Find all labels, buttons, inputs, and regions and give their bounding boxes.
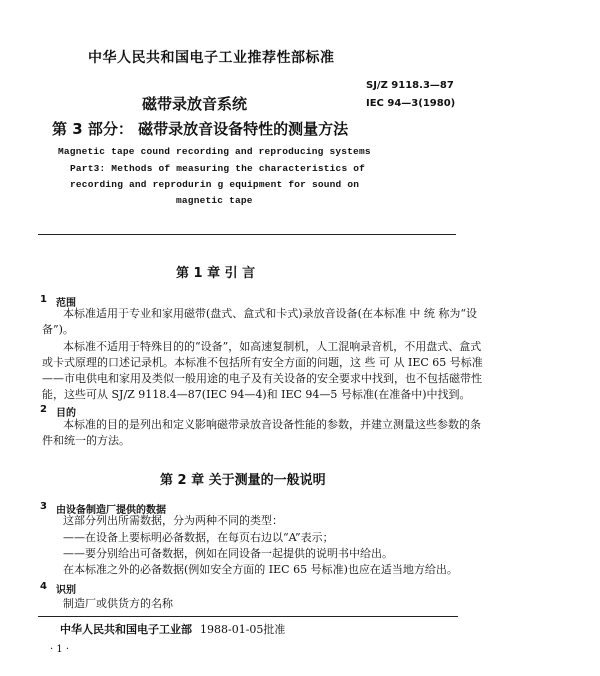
section-3-line-2: ——在设备上要标明必备数据，在每页右边以“A”表示； <box>63 531 334 544</box>
section-3-line-4: 在本标准之外的必备数据(例如安全方面的 IEC 65 号标准)也应在适当地方给出。 <box>63 563 458 576</box>
title-part: 第 3 部分： 磁带录放音设备特性的测量方法 <box>52 120 349 138</box>
standard-code: SJ/Z 9118.3—87 <box>366 80 454 91</box>
section-3-line-1: 这部分列出所需数据，分为两种不同的类型： <box>63 514 283 527</box>
section-1-line-3: 本标准不适用于特殊目的的“设备”，如高速复制机，人工混响录音机，不用盘式、盒式 <box>63 340 482 353</box>
chapter-2-heading: 第 2 章 关于测量的一般说明 <box>160 473 326 488</box>
chapter-1-heading: 第 1 章 引 言 <box>176 266 256 281</box>
section-4-line-1: 制造厂或供货方的名称 <box>63 597 173 610</box>
section-1-title: 范围 <box>56 298 76 309</box>
title-main: 磁带录放音系统 <box>142 95 248 113</box>
section-1-line-5: ——市电供电和家用及类似一般用途的电子及有关设备的安全要求中找到，也不包括磁带性 <box>42 372 482 385</box>
english-title-line-2: Part3: Methods of measuring the characteristics of <box>70 163 366 174</box>
iec-code: IEC 94—3(1980) <box>366 98 456 109</box>
section-2-line-2: 件和统一的方法。 <box>42 434 130 447</box>
english-title-line-3: recording and reprodurin g equipment for sound on <box>70 179 360 190</box>
section-1-number: 1 <box>40 294 47 305</box>
footer-divider <box>38 616 458 617</box>
footer-approval-date: 1988-01-05批准 <box>200 623 286 636</box>
section-1-line-4: 或卡式原理的口述记录机。本标准不包括所有安全方面的问题，这 些 可 从 IEC 65 号标准 <box>42 356 483 369</box>
footer-ministry: 中华人民共和国电子工业部 <box>60 623 192 636</box>
page-number: · 1 · <box>50 644 70 655</box>
section-3-title: 由设备制造厂提供的数据 <box>56 505 166 516</box>
section-2-title: 目的 <box>56 408 76 419</box>
english-title-line-4: magnetic tape <box>176 195 253 206</box>
header-divider <box>38 234 456 235</box>
section-1-line-1: 本标准适用于专业和家用磁带(盘式、盒式和卡式)录放音设备(在本标准 中 统 称为“设 <box>63 307 477 320</box>
section-4-number: 4 <box>40 581 47 592</box>
section-2-line-1: 本标准的目的是列出和定义影响磁带录放音设备性能的参数，并建立测量这些参数的条 <box>63 418 481 431</box>
section-3-number: 3 <box>40 501 47 512</box>
issuing-organization: 中华人民共和国电子工业推荐性部标准 <box>88 50 335 66</box>
section-4-title: 识别 <box>56 585 76 596</box>
section-1-line-6: 能，这些可从 SJ/Z 9118.4—87(IEC 94—4)和 IEC 94—5 号标准(在准备中)中找到。 <box>42 388 471 401</box>
section-1-line-2: 备”)。 <box>42 323 74 336</box>
section-2-number: 2 <box>40 404 47 415</box>
english-title-line-1: Magnetic tape cound recording and reproducing systems <box>58 146 371 157</box>
section-3-line-3: ——要分别给出可备数据，例如在同设备一起提供的说明书中给出。 <box>63 547 393 560</box>
